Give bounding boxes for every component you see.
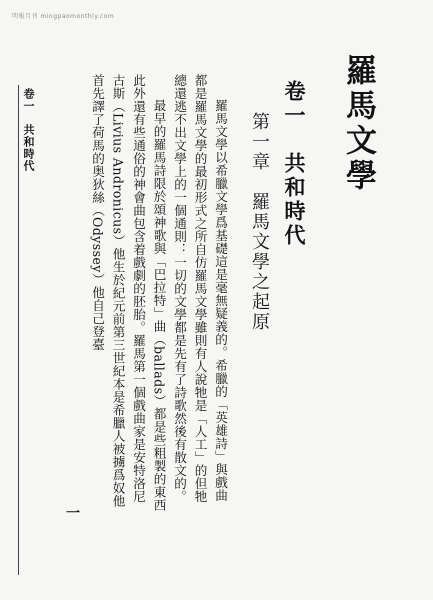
watermark: 明報月刊 mingpaomonthly.com xyxy=(12,13,115,20)
volume-title: 卷一 共和時代 xyxy=(282,80,307,248)
margin-rule xyxy=(18,85,19,575)
paragraph-1: 羅馬文學以希臘文學爲基礎這是毫無疑義的。希臘的「英雄詩」與戲曲都是羅馬文學的最初形式之所自仿羅馬文學雖則有人說牠是「人工」的但牠總還逃不出文學上的一個通則：一切的文學都是先有了詩歌然後有散文的。 xyxy=(172,74,228,503)
running-head: 卷一 共和時代 xyxy=(22,88,35,172)
book-title: 羅馬文學 xyxy=(340,54,376,194)
body-text xyxy=(62,74,230,514)
page-number: 一 xyxy=(66,506,80,522)
paragraph-2: 最早的羅馬詩限於頌神歌與「巴拉特」曲（ballads）都是些粗製的東西此外還有些通俗的神會曲包含着戲劇的胚胎。羅馬第一個戲曲家是安特洛尼古斯（Livius Andronicus）他生於紀元前第三世紀本是希臘人被擄爲奴他首先譯了荷馬的奥狄絲（Odyssey）他自己登臺 xyxy=(90,74,167,512)
chapter-title: 第一章 羅馬文學之起原 xyxy=(249,112,270,332)
